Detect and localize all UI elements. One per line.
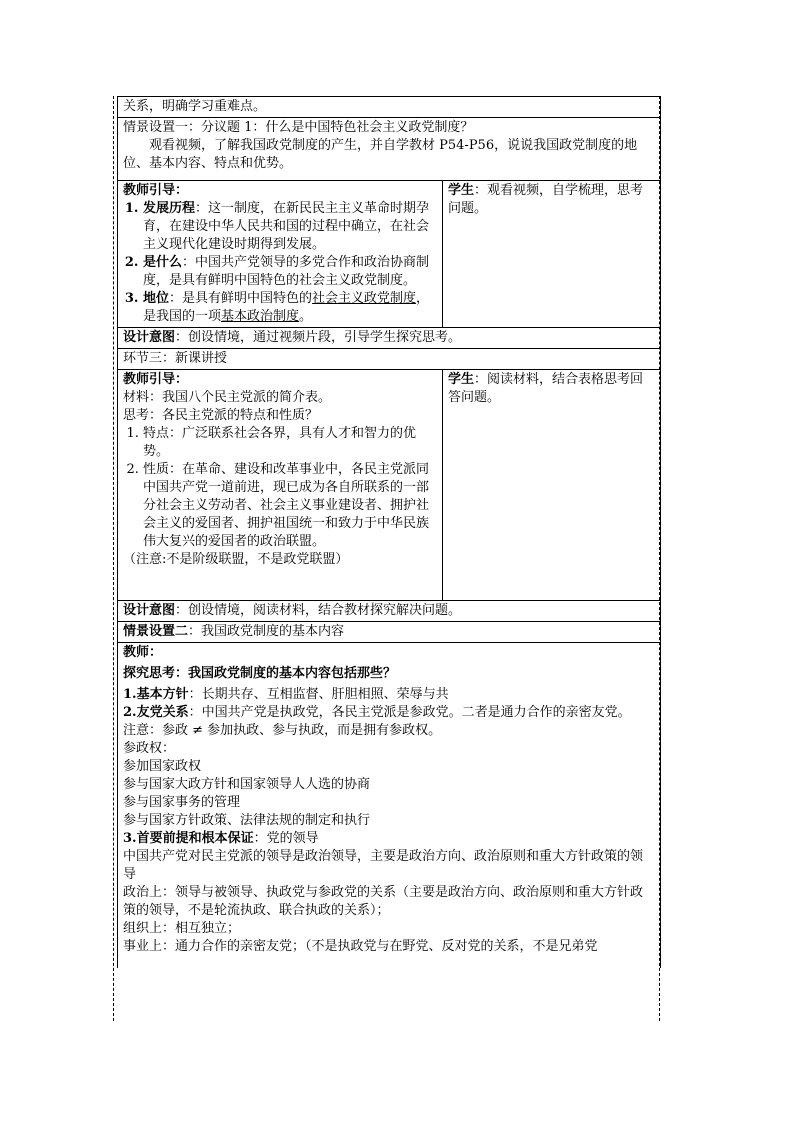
student2-cell: [443, 370, 661, 601]
organization-text: 组织上：相互独立；: [123, 921, 241, 936]
teacher-heading: 教师：: [123, 645, 163, 660]
point-2: 2.友党关系：中国共产党是执政党，各民主党派是参政党。二者是通力合作的亲密友党。: [123, 705, 631, 720]
design1-cell: [118, 328, 661, 349]
scene1-cell: [118, 118, 661, 181]
career-text: 事业上：通力合作的亲密友党；（不是执政党与在野党、反对党的关系，不是兄弟党: [123, 939, 598, 954]
list-item: 2. 是什么：中国共产党领导的多党合作和政治协商制度，是具有鲜明中国特色的社会主义政党制度。: [143, 254, 437, 290]
scene1-body: 观看视频，了解我国政党制度的产生，并自学教材 P54-P56，说说我国政党制度的地位、基本内容、特点和优势。: [123, 138, 638, 171]
guide2-material: 材料：我国八个民主党派的简介表。: [123, 390, 332, 405]
student1-text: ：观看视频，自学梳理，思考问题。: [448, 183, 644, 216]
rights-item: 参与国家方针政策、法律法规的制定和执行: [123, 813, 371, 828]
table-row: [118, 643, 661, 969]
scene2-text: ：我国政党制度的基本内容: [188, 624, 345, 639]
rights-item: 参与国家大政方针和国家领导人人选的协商: [123, 777, 371, 792]
guide2-question: 思考：各民主党派的特点和性质？: [123, 408, 319, 423]
teacher-cell: [118, 643, 661, 969]
table-row: [118, 349, 661, 370]
guide2-note: （注意:不是阶级联盟，不是政党联盟）: [123, 552, 349, 567]
table-row: [118, 118, 661, 181]
list-item: 1. 特点：广泛联系社会各界，具有人才和智力的优势。: [143, 425, 437, 461]
table-row: [118, 601, 661, 622]
guide1-list: [123, 200, 437, 326]
page-margin-left: [113, 96, 114, 1021]
list-item: 2. 性质：在革命、建设和改革事业中，各民主党派同中国共产党一道前进，现已成为各自所联系的一部分社会主义劳动者、社会主义事业建设者、拥护社会主义的爱国者、拥护祖国统一和致力于中华民族伟大复兴的爱国者的政治联盟。: [143, 461, 437, 551]
guide1-cell: [118, 181, 443, 328]
design1-text: ：创设情境，通过视频片段，引导学生探究思考。: [175, 330, 462, 345]
student2-label: 学生: [448, 372, 475, 387]
document-page: [117, 96, 660, 1021]
point-3-body: 中国共产党对民主党派的领导是政治领导，主要是政治方向、政治原则和重大方针政策的领导: [123, 849, 644, 882]
point-1: 1.基本方针：长期共存、互相监督、肝胆相照、荣辱与共: [123, 687, 449, 702]
section3-title: 环节三：新课讲授: [123, 351, 228, 366]
politics-text: 政治上：领导与被领导、执政党与参政党的关系（主要是政治方向、政治原则和重大方针政策的领导，不是轮流执政、联合执政的关系）；: [123, 885, 644, 918]
guide1-heading: 教师引导：: [123, 183, 189, 198]
table-row: [118, 97, 661, 118]
intro-text: 关系，明确学习重难点。: [123, 99, 267, 114]
list-item: 1. 发展历程：这一制度，在新民民主主义革命时期孕育，在建设中华人民共和国的过程中确立，在社会主义现代化建设时期得到发展。: [143, 200, 437, 254]
student1-label: 学生: [448, 183, 475, 198]
table-row: [118, 181, 661, 328]
design2-cell: [118, 601, 661, 622]
intro-cell: [118, 97, 661, 118]
section3-cell: [118, 349, 661, 370]
table-row: [118, 328, 661, 349]
guide2-heading: 教师引导：: [123, 372, 189, 387]
table-row: [118, 622, 661, 643]
scene1-title: 情景设置一：分议题 1：什么是中国特色社会主义政党制度？: [123, 120, 474, 135]
student1-cell: [443, 181, 661, 328]
lesson-plan-table: [117, 96, 661, 968]
explore-question: 探究思考：我国政党制度的基本内容包括那些？: [123, 666, 397, 681]
design2-label: 设计意图: [123, 603, 176, 618]
rights-item: 参加国家政权: [123, 759, 202, 774]
scene2-label: 情景设置二: [123, 624, 189, 639]
design2-text: ：创设情境，阅读材料，结合教材探究解决问题。: [175, 603, 462, 618]
scene2-cell: [118, 622, 661, 643]
design1-label: 设计意图: [123, 330, 176, 345]
list-item: 3. 地位：是具有鲜明中国特色的社会主义政党制度，是我国的一项基本政治制度。: [143, 290, 437, 326]
guide2-list: [123, 425, 437, 551]
table-row: [118, 370, 661, 601]
rights-item: 参与国家事务的管理: [123, 795, 241, 810]
note-text: 注意：参政 ≠ 参加执政、参与执政，而是拥有参政权。: [123, 723, 442, 738]
student2-text: ：阅读材料，结合表格思考回答问题。: [448, 372, 644, 405]
point-3: 3.首要前提和根本保证：党的领导: [123, 831, 319, 846]
guide2-cell: [118, 370, 443, 601]
rights-title: 参政权：: [123, 741, 176, 756]
